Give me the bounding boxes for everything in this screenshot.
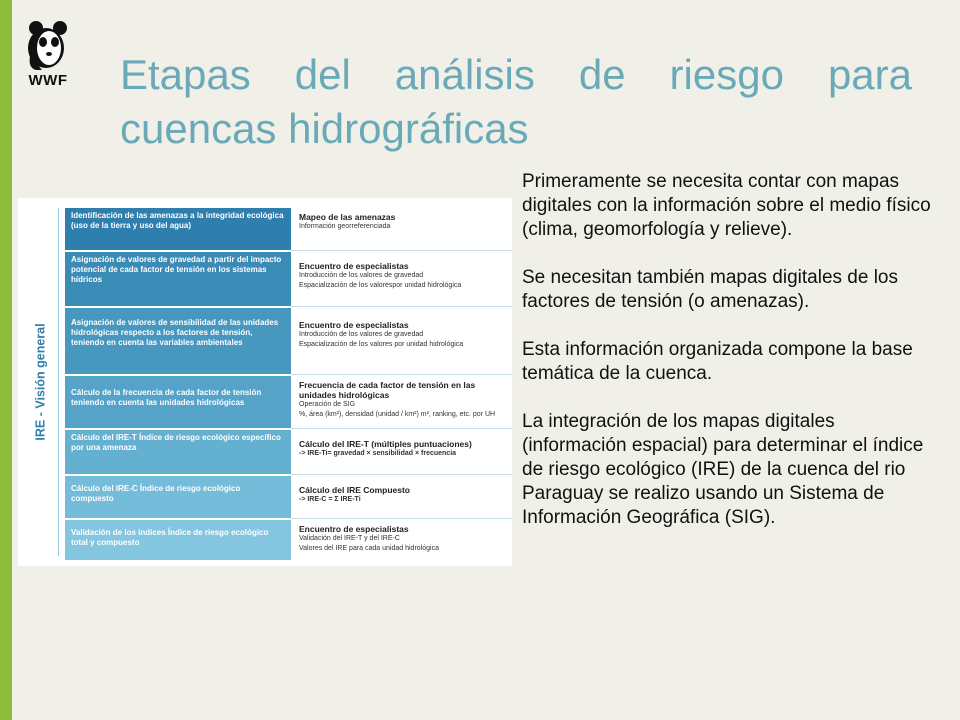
step-detail-line: -> IRE-C = Σ IRE-Ti — [299, 496, 361, 503]
slide-title — [120, 48, 912, 156]
step-detail-line: Introducción de los valores de gravedad — [299, 272, 424, 279]
step-detail-line: -> IRE-Ti= gravedad × sensibilidad × frecuencia — [299, 450, 457, 457]
diagram-row-1 — [65, 208, 512, 250]
title-line-1: Etapas del análisis de riesgo para — [120, 51, 912, 98]
diagram-row-5 — [65, 430, 512, 474]
step-detail — [291, 208, 512, 250]
paragraph-3: Esta información organizada compone la base temática de la cuenca. — [522, 339, 913, 384]
accent-side-bar — [0, 0, 12, 720]
title-line-2: cuencas hidrográficas — [120, 105, 529, 152]
row-separator — [291, 474, 512, 475]
diagram-row-3 — [65, 308, 512, 374]
step-detail — [291, 520, 512, 560]
step-detail-title: Cálculo del IRE-T (múltiples puntuaciones) — [299, 439, 472, 449]
step-description: Asignación de valores de gravedad a partir del impacto potencial de cada factor de tensión en los sistemas hídricos — [65, 252, 291, 306]
row-separator — [291, 374, 512, 375]
diagram-divider-line — [58, 208, 59, 556]
step-description: Cálculo del IRE-T Índice de riesgo ecológico específico por una amenaza — [65, 430, 291, 474]
step-detail — [291, 252, 512, 306]
step-description: Cálculo del IRE-C Índice de riesgo ecológico compuesto — [65, 476, 291, 518]
step-detail — [291, 476, 512, 518]
step-detail-line: Valores del IRE para cada unidad hidrológica — [299, 544, 439, 552]
step-description: Cálculo de la frecuencia de cada factor de tensión teniendo en cuenta las unidades hidrológicas — [65, 376, 291, 428]
step-description: Validación de los índices Índice de riesgo ecológico total y compuesto — [65, 520, 291, 560]
row-separator — [291, 250, 512, 251]
step-detail-title: Cálculo del IRE Compuesto — [299, 485, 410, 495]
vertical-label-text: IRE - Visión general — [34, 323, 49, 441]
step-detail-line: Introducción de los valores de gravedad — [299, 331, 424, 338]
step-detail-line: Operación de SIG — [299, 401, 356, 408]
step-detail-line: Espacialización de los valorespor unidad hidrológica — [299, 281, 462, 289]
step-detail — [291, 430, 512, 474]
body-text — [522, 170, 942, 530]
row-separator — [291, 306, 512, 307]
diagram-row-2 — [65, 252, 512, 306]
ire-process-diagram — [18, 198, 512, 566]
wwf-logo — [22, 18, 74, 92]
step-detail — [291, 376, 512, 428]
paragraph-4: La integración de los mapas digitales (información espacial) para determinar el índice de riesgo ecológico (IRE) de la cuenca del rio Paraguay se realizo usando un Sistema de Información Geográfica (SIG). — [522, 411, 924, 528]
diagram-row-4 — [65, 376, 512, 428]
step-detail-title: Encuentro de especialistas — [299, 524, 409, 534]
step-detail-line: Validación del IRE-T y del IRE-C — [299, 535, 400, 542]
paragraph-2: Se necesitan también mapas digitales de los factores de tensión (o amenazas). — [522, 267, 899, 312]
row-separator — [291, 518, 512, 519]
panda-icon — [22, 18, 74, 72]
step-detail — [291, 308, 512, 374]
diagram-row-7 — [65, 520, 512, 560]
paragraph-1: Primeramente se necesita contar con mapas digitales con la información sobre el medio físico (clima, geomorfología y relieve). — [522, 171, 931, 240]
step-description: Identificación de las amenazas a la integridad ecológica (uso de la tierra y uso del agua) — [65, 208, 291, 250]
row-separator — [291, 428, 512, 429]
step-detail-title: Mapeo de las amenazas — [299, 212, 396, 222]
step-detail-title: Frecuencia de cada factor de tensión en las unidades hidrológicas — [299, 380, 476, 400]
step-detail-line: Información georreferenciada — [299, 223, 391, 230]
step-detail-title: Encuentro de especialistas — [299, 261, 409, 271]
step-detail-title: Encuentro de especialistas — [299, 320, 409, 330]
wwf-logo-text: WWF — [28, 72, 68, 89]
step-detail-line: Espacialización de los valores por unidad hidrológica — [299, 340, 464, 348]
diagram-row-6 — [65, 476, 512, 518]
diagram-vertical-label — [28, 198, 54, 566]
step-description: Asignación de valores de sensibilidad de las unidades hidrológicas respecto a los factores de tensión, teniendo en cuenta las variables ambientales — [65, 308, 291, 374]
step-detail-line: %, área (km²), densidad (unidad / km²) m², ranking, etc. por UH — [299, 410, 496, 418]
